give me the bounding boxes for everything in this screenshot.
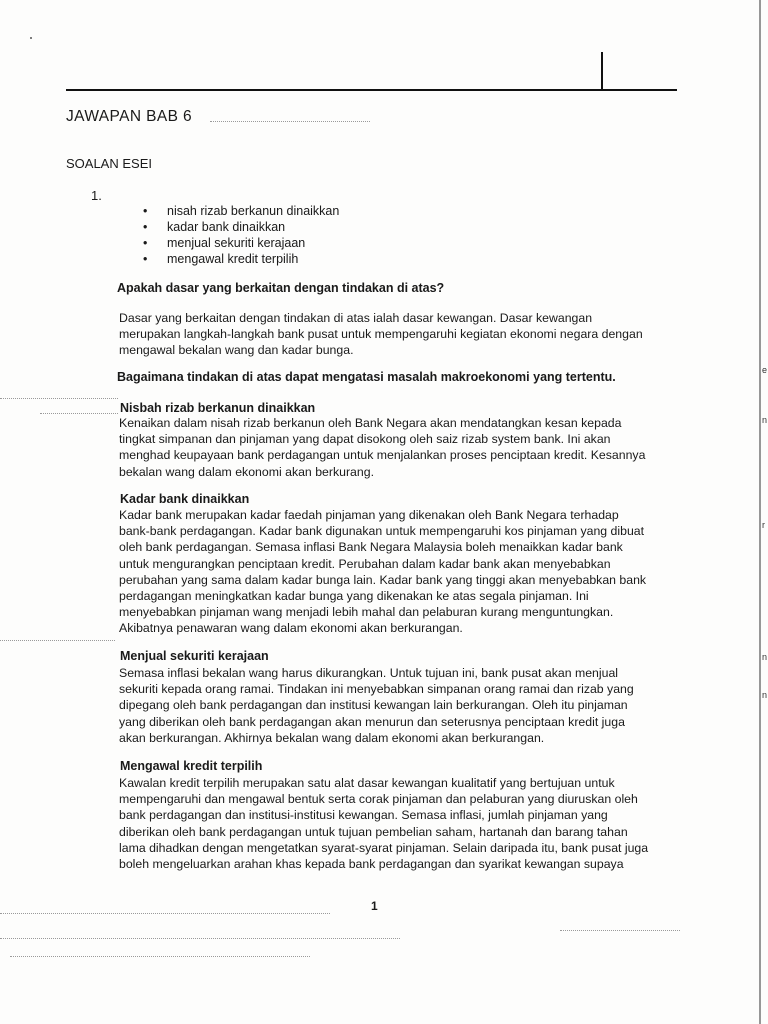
scan-noise	[210, 121, 370, 123]
question-1: Apakah dasar yang berkaitan dengan tindakan di atas?	[117, 281, 445, 295]
scan-noise	[10, 956, 310, 958]
margin-mark: e	[762, 365, 768, 375]
section-body-sekuriti: Semasa inflasi bekalan wang harus dikurangkan. Untuk tujuan ini, bank pusat akan menjual sekuriti kepada orang ramai. Tindakan ini menyebabkan simpanan orang ramai dan rizab yang dipegang oleh bank perdagangan dan institusi kewangan lain berkurangan. Oleh itu pinjaman yang diberikan oleh bank perdagangan akan menurun dan seterusnya penciptaan kredit juga akan berkurangan. Akhirnya bekalan wang dalam ekonomi akan berkurangan.	[119, 666, 634, 745]
page-edge-shadow	[759, 0, 761, 1024]
scan-noise	[0, 913, 330, 915]
section-heading-kredit: Mengawal kredit terpilih	[120, 759, 263, 773]
action-list-item: • mengawal kredit terpilih	[143, 251, 339, 267]
question-2: Bagaimana tindakan di atas dapat mengatasi masalah makroekonomi yang tertentu.	[117, 370, 616, 384]
action-list	[143, 203, 339, 267]
scan-noise	[0, 640, 115, 642]
scan-noise	[0, 938, 400, 940]
question-number: 1.	[91, 188, 102, 203]
margin-mark: r	[762, 520, 765, 530]
section-body-nisbah: Kenaikan dalam nisah rizab berkanun oleh Bank Negara akan mendatangkan kesan kepada tingkat simpanan dan pinjaman yang dapat disokong oleh saiz rizab system bank. Ini akan menghad keupayaan bank perdagangan untuk menjalankan proses penciptaan kredit. Kesannya bekalan wang dalam ekonomi akan berkurang.	[119, 416, 646, 479]
answer-1: Dasar yang berkaitan dengan tindakan di atas ialah dasar kewangan. Dasar kewangan merupakan langkah-langkah bank pusat untuk mempengaruhi kegiatan ekonomi negara dengan mengawal bekalan wang dan kadar bunga.	[119, 311, 643, 358]
margin-mark: n	[762, 652, 768, 662]
action-list-item: • nisah rizab berkanun dinaikkan	[143, 203, 339, 219]
section-heading-nisbah: Nisbah rizab berkanun dinaikkan	[120, 401, 316, 415]
scan-speck	[30, 37, 32, 39]
action-list-item: • menjual sekuriti kerajaan	[143, 235, 339, 251]
scan-noise	[0, 398, 118, 400]
section-heading-kadar-bank: Kadar bank dinaikkan	[120, 492, 250, 506]
scan-noise	[560, 930, 680, 932]
margin-mark: n	[762, 415, 768, 425]
action-list-item: • kadar bank dinaikkan	[143, 219, 339, 235]
margin-mark: n	[762, 690, 768, 700]
header-rule	[66, 89, 677, 91]
page-title: JAWAPAN BAB 6	[66, 108, 193, 125]
section-title: SOALAN ESEI	[66, 156, 152, 171]
scan-noise	[40, 413, 118, 415]
header-rule-tick	[601, 52, 603, 90]
section-body-kredit: Kawalan kredit terpilih merupakan satu alat dasar kewangan kualitatif yang bertujuan untuk mempengaruhi dan mengawal bentuk serta corak pinjaman dan pelaburan yang diuruskan oleh bank perdagangan dan institusi-institusi kewangan. Semasa inflasi, jumlah pinjaman yang diberikan oleh bank perdagangan untuk tujuan pembelian saham, hartanah dan barang tahan lama dihadkan dengan mengetatkan syarat-syarat pinjaman. Selain daripada itu, bank pusat juga boleh mengeluarkan arahan khas kepada bank perdagangan dan syarikat kewangan supaya	[119, 776, 649, 872]
section-body-kadar-bank: Kadar bank merupakan kadar faedah pinjaman yang dikenakan oleh Bank Negara terhadap bank-bank perdagangan. Kadar bank digunakan untuk mempengaruhi kos pinjaman yang dibuat oleh bank perdagangan. Semasa inflasi Bank Negara Malaysia boleh menaikkan kadar bank untuk mengurangkan penciptaan kredit. Perubahan dalam kadar bank akan menyebabkan perubahan yang sama dalam kadar bunga lain. Kadar bank yang tinggi akan menyebabkan bank perdagangan meningkatkan kadar bunga yang dikenakan ke atas segala pinjaman. Ini menyebabkan pinjaman wang menjadi lebih mahal dan pelaburan kurang menguntungkan. Akibatnya penawaran wang dalam ekonomi akan berkurangan.	[119, 508, 647, 636]
page-number: 1	[371, 899, 378, 913]
section-heading-sekuriti: Menjual sekuriti kerajaan	[120, 649, 269, 663]
